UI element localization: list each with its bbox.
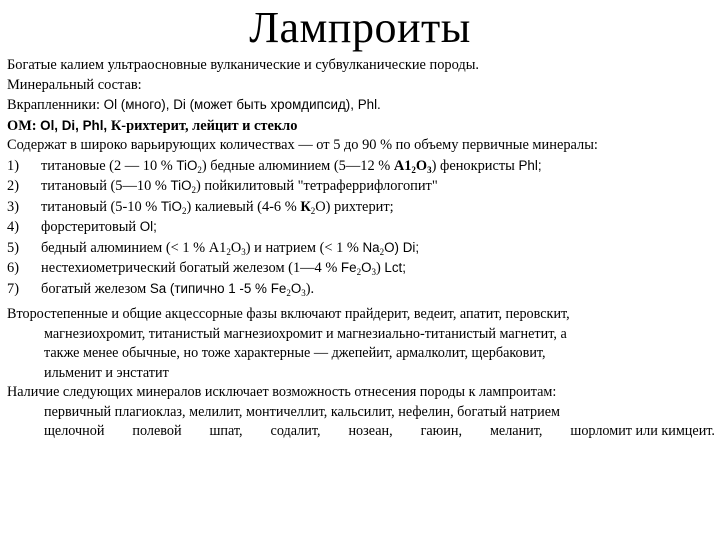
phenocrysts-line: Вкрапленники: Ol (много), Di (может быть хромдипсид), Phl. (7, 97, 381, 113)
slide-title: Лампроиты (249, 3, 471, 52)
mineral-item: 4) форстеритовый Ol; (7, 219, 157, 235)
contents-line: Содержат в широко варьирующих количествах — от 5 до 90 % по объему первичные минералы: (7, 137, 598, 153)
paragraph-line: Второстепенные и общие акцессорные фазы включают прайдерит, ведеит, апатит, перовскит, (7, 306, 570, 322)
mineral-item: 1) титановые (2 — 10 % TiO$_2$) бедные алюминием (5—12 % $A1_2O_3$) фенокристы Phl; (7, 157, 542, 175)
mineral-composition-heading: Минеральный состав: (7, 76, 142, 93)
paragraph-line: ильменит и энстатит (44, 364, 169, 381)
mineral-item: 5) бедный алюминием (< 1 % $A1_2O_3$) и натрием (< 1 % $Na_2O$) Di; (7, 239, 420, 257)
paragraph-line: магнезиохромит, титанистый магнезиохромит и магнезиально-титанистый магнетит, а (44, 325, 567, 342)
mineral-item: 3) титановый (5-10 % TiO$_2$) калиевый (4-6 % $К_2О$) рихтерит; (7, 198, 394, 216)
excluded-minerals-paragraph (7, 383, 715, 442)
main-text-block (7, 56, 715, 299)
secondary-text-block (7, 305, 715, 442)
mineral-item: 7) богатый железом Sa (типично 1 -5 % $Fe_2O_3$). (7, 280, 315, 298)
accessory-phases-paragraph (7, 305, 715, 383)
paragraph-line: Наличие следующих минералов исключает возможность отнесения породы к лампроитам: (7, 384, 557, 400)
mineral-item: 2) титановый (5—10 % TiO$_2$) пойкилитовый "тетраферрифлогопит" (7, 178, 438, 195)
paragraph-line: первичный плагиоклаз, мелилит, монтичеллит, кальсилит, нефелин, богатый натрием (44, 403, 560, 420)
paragraph-line: также менее обычные, но тоже характерные — джепейит, армалколит, щербаковит, (44, 345, 546, 361)
mineral-item: 6) нестехиометрический богатый железом (1—4 % $Fe_2O_3$) Lct; (7, 260, 406, 277)
intro-line: Богатые калием ультраосновные вулканические и субвулканические породы. (7, 57, 479, 73)
paragraph-line: щелочной полевой шпат, содалит, нозеан, гаюин, меланит, шорломит или кимцеит. (44, 423, 715, 439)
groundmass-line: ОМ: Ol, Di, Phl, К-рихтерит, лейцит и стекло (7, 117, 298, 134)
